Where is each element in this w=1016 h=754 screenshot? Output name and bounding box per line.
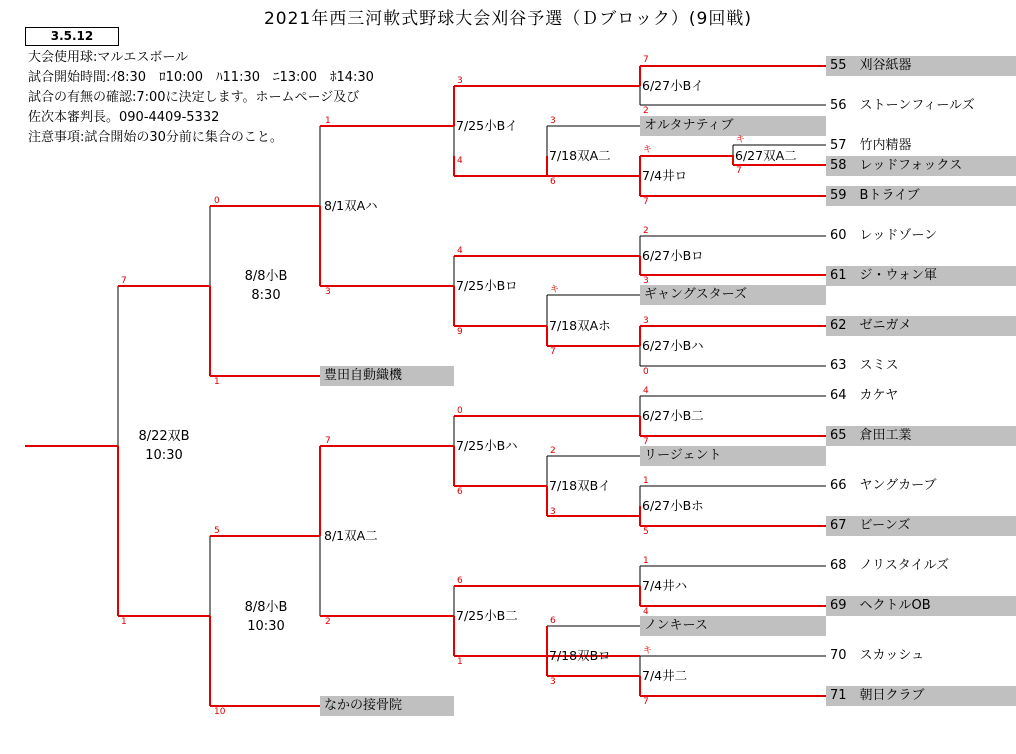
score: 2: [325, 617, 331, 627]
score: 3: [457, 76, 463, 86]
match-627-koB-ni: 6/27小B二: [642, 408, 704, 423]
match-718-soA-ni: 7/18双A二: [549, 148, 611, 163]
score: 4: [643, 607, 649, 617]
team-56: 56 ストーンフィールズ: [830, 98, 975, 113]
match-718-soA-ho: 7/18双Aホ: [549, 318, 611, 333]
score: 5: [643, 527, 649, 537]
match-81-soA-ni: 8/1双A二: [324, 528, 378, 543]
page-title: 2021年西三河軟式野球大会刈谷予選（Ｄブロック）(9回戦): [263, 9, 752, 29]
score: 3: [550, 677, 556, 687]
score: 0: [643, 367, 649, 377]
score: 3: [643, 276, 649, 286]
match-88-koB-a: [216, 267, 316, 305]
team-63: 63 スミス: [830, 358, 899, 373]
match-725-koB-i: 7/25小Bイ: [456, 118, 518, 133]
match-88-a-time: 8:30: [251, 288, 281, 303]
match-627-koB-i: 6/27小Bイ: [642, 78, 704, 93]
info-line-umpire: 佐次本審判長。090-4409-5332: [28, 110, 220, 125]
team-67: 67 ビーンズ: [826, 516, 1016, 536]
match-725-koB-ni: 7/25小B二: [456, 608, 518, 623]
team-64: 64 カケヤ: [830, 388, 899, 403]
info-line-ball: 大会使用球:マルエスボール: [28, 50, 189, 65]
score: キ: [550, 285, 560, 295]
team-70: 70 スカッシュ: [830, 648, 925, 663]
info-line-start-times: 試合開始時間:ｲ8:30 ﾛ10:00 ﾊ11:30 ﾆ13:00 ﾎ14:30: [28, 70, 374, 85]
score: 3: [325, 287, 331, 297]
team-68: 68 ノリスタイルズ: [830, 558, 950, 573]
match-627-koB-ro: 6/27小Bロ: [642, 248, 704, 263]
match-627-koB-ha: 6/27小Bハ: [642, 338, 704, 353]
match-718-soB-ro: 7/18双Bロ: [549, 648, 611, 663]
team-59: 59 Bトライブ: [826, 186, 1016, 206]
score: 7: [643, 697, 649, 707]
team-69: 69 ヘクトルOB: [826, 596, 1016, 616]
team-nonkeys: ノンキース: [640, 616, 826, 636]
team-71: 71 朝日クラブ: [826, 686, 1016, 706]
score: 7: [550, 347, 556, 357]
score: 4: [457, 246, 463, 256]
team-toyota-jido-shokki: 豊田自動織機: [320, 366, 454, 386]
team-57: 57 竹内精器: [830, 138, 912, 153]
score: 6: [550, 177, 556, 187]
score: 1: [214, 377, 220, 387]
score: 0: [214, 196, 220, 206]
team-60: 60 レッドゾーン: [830, 228, 938, 243]
match-88-a-label: 8/8小B: [244, 269, 288, 284]
score: 7: [325, 436, 331, 446]
match-74-i-ha: 7/4井ハ: [642, 578, 688, 593]
team-regent: リージェント: [640, 446, 826, 466]
match-627-soA-ni: 6/27双A二: [735, 148, 797, 163]
score: 1: [643, 556, 649, 566]
score: 1: [325, 116, 331, 126]
score: 3: [643, 316, 649, 326]
team-58: 58 レッドフォックス: [826, 156, 1016, 176]
score: 1: [121, 617, 127, 627]
score: 2: [643, 226, 649, 236]
match-725-koB-ha: 7/25小Bハ: [456, 438, 518, 453]
score: 5: [214, 526, 220, 536]
match-725-koB-ro: 7/25小Bロ: [456, 278, 518, 293]
score: 3: [550, 507, 556, 517]
info-line-notes: 注意事項:試合開始の30分前に集合のこと。: [28, 130, 283, 145]
score: 6: [457, 576, 463, 586]
match-88-b-time: 10:30: [247, 619, 285, 634]
info-line-confirmation: 試合の有無の確認:7:00に決定します。ホームページ及び: [28, 90, 360, 105]
team-61: 61 ジ・ウォン軍: [826, 266, 1016, 286]
team-55: 55 刈谷紙器: [826, 56, 1016, 76]
date-label: 3.5.12: [25, 27, 119, 46]
score: キ: [736, 135, 746, 145]
team-66: 66 ヤングカーブ: [830, 478, 937, 493]
score: 7: [643, 55, 649, 65]
score: キ: [643, 646, 653, 656]
score: 6: [550, 616, 556, 626]
match-74-i-ni: 7/4井二: [642, 668, 688, 683]
score: 0: [457, 406, 463, 416]
team-gangsters: ギャングスターズ: [640, 285, 826, 305]
score: 7: [643, 197, 649, 207]
match-822-label: 8/22双B: [138, 429, 190, 444]
match-81-soA-ha: 8/1双Aハ: [324, 198, 378, 213]
team-65: 65 倉田工業: [826, 426, 1016, 446]
team-nakano-sekkotsuin: なかの接骨院: [320, 696, 454, 716]
score: 7: [121, 276, 127, 286]
score: 4: [643, 386, 649, 396]
score: 1: [643, 476, 649, 486]
score: 9: [457, 327, 463, 337]
score: 2: [550, 446, 556, 456]
match-822-soB: [114, 427, 214, 465]
score: キ: [643, 145, 653, 155]
team-alternative: オルタナティブ: [640, 116, 826, 136]
score: 1: [457, 657, 463, 667]
match-718-soB-i: 7/18双Bイ: [549, 478, 611, 493]
match-88-koB-b: [216, 598, 316, 636]
match-627-koB-ho: 6/27小Bホ: [642, 498, 704, 513]
match-88-b-label: 8/8小B: [244, 600, 288, 615]
score: 3: [550, 116, 556, 126]
score: 7: [643, 437, 649, 447]
score: 10: [214, 707, 226, 717]
score: 4: [457, 156, 463, 166]
score: 6: [457, 487, 463, 497]
score: 7: [736, 166, 742, 176]
score: 2: [643, 106, 649, 116]
match-822-time: 10:30: [145, 448, 183, 463]
match-74-i-ro: 7/4井ロ: [642, 168, 688, 183]
team-62: 62 ゼニガメ: [826, 316, 1016, 336]
